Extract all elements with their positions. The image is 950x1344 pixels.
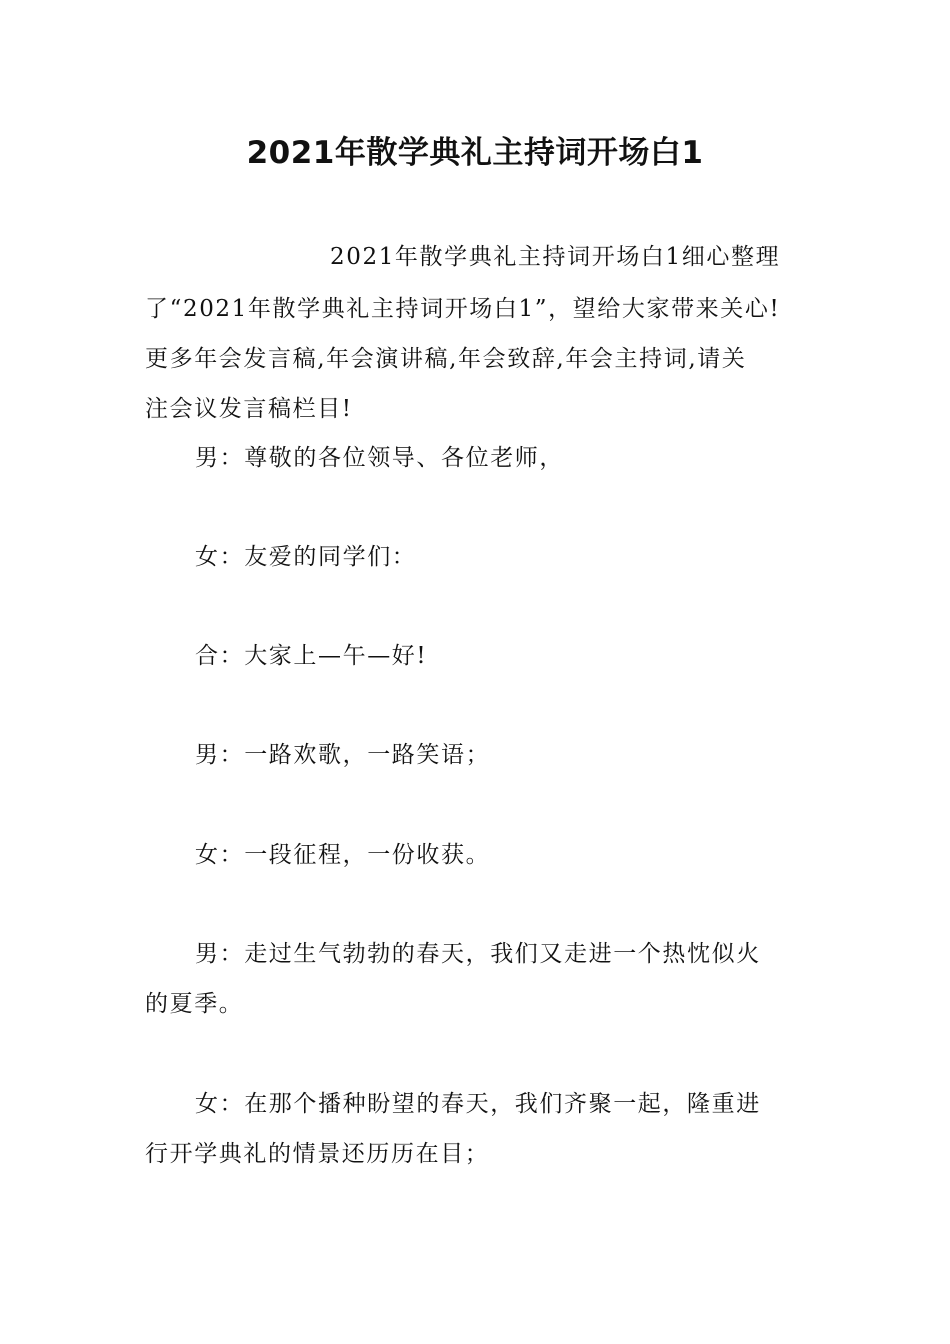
- dialogue-line: 女：一段征程，一份收获。: [195, 842, 491, 868]
- dialogue-line: 男：走过生气勃勃的春天，我们又走进一个热忱似火: [195, 941, 761, 967]
- document-title: 2021年散学典礼主持词开场白1: [246, 135, 704, 171]
- intro-line-1: 2021年散学典礼主持词开场白1细心整理: [330, 244, 781, 270]
- dialogue-line: 男：尊敬的各位领导、各位老师，: [195, 445, 564, 471]
- dialogue-line: 女：在那个播种盼望的春天，我们齐聚一起，隆重进: [195, 1091, 761, 1117]
- dialogue-line: 男：一路欢歌，一路笑语；: [195, 742, 491, 768]
- dialogue-line: 的夏季。: [145, 991, 244, 1017]
- dialogue-line: 女：友爱的同学们：: [195, 544, 417, 570]
- intro-line-3: 更多年会发言稿,年会演讲稿,年会致辞,年会主持词,请关: [145, 346, 747, 372]
- intro-line-4: 注会议发言稿栏目!: [145, 396, 353, 422]
- intro-line-2: 了“2021年散学典礼主持词开场白1”，望给大家带来关心!: [145, 296, 781, 322]
- dialogue-line: 合：大家上—午—好!: [195, 643, 428, 669]
- dialogue-line: 行开学典礼的情景还历历在目；: [145, 1141, 490, 1167]
